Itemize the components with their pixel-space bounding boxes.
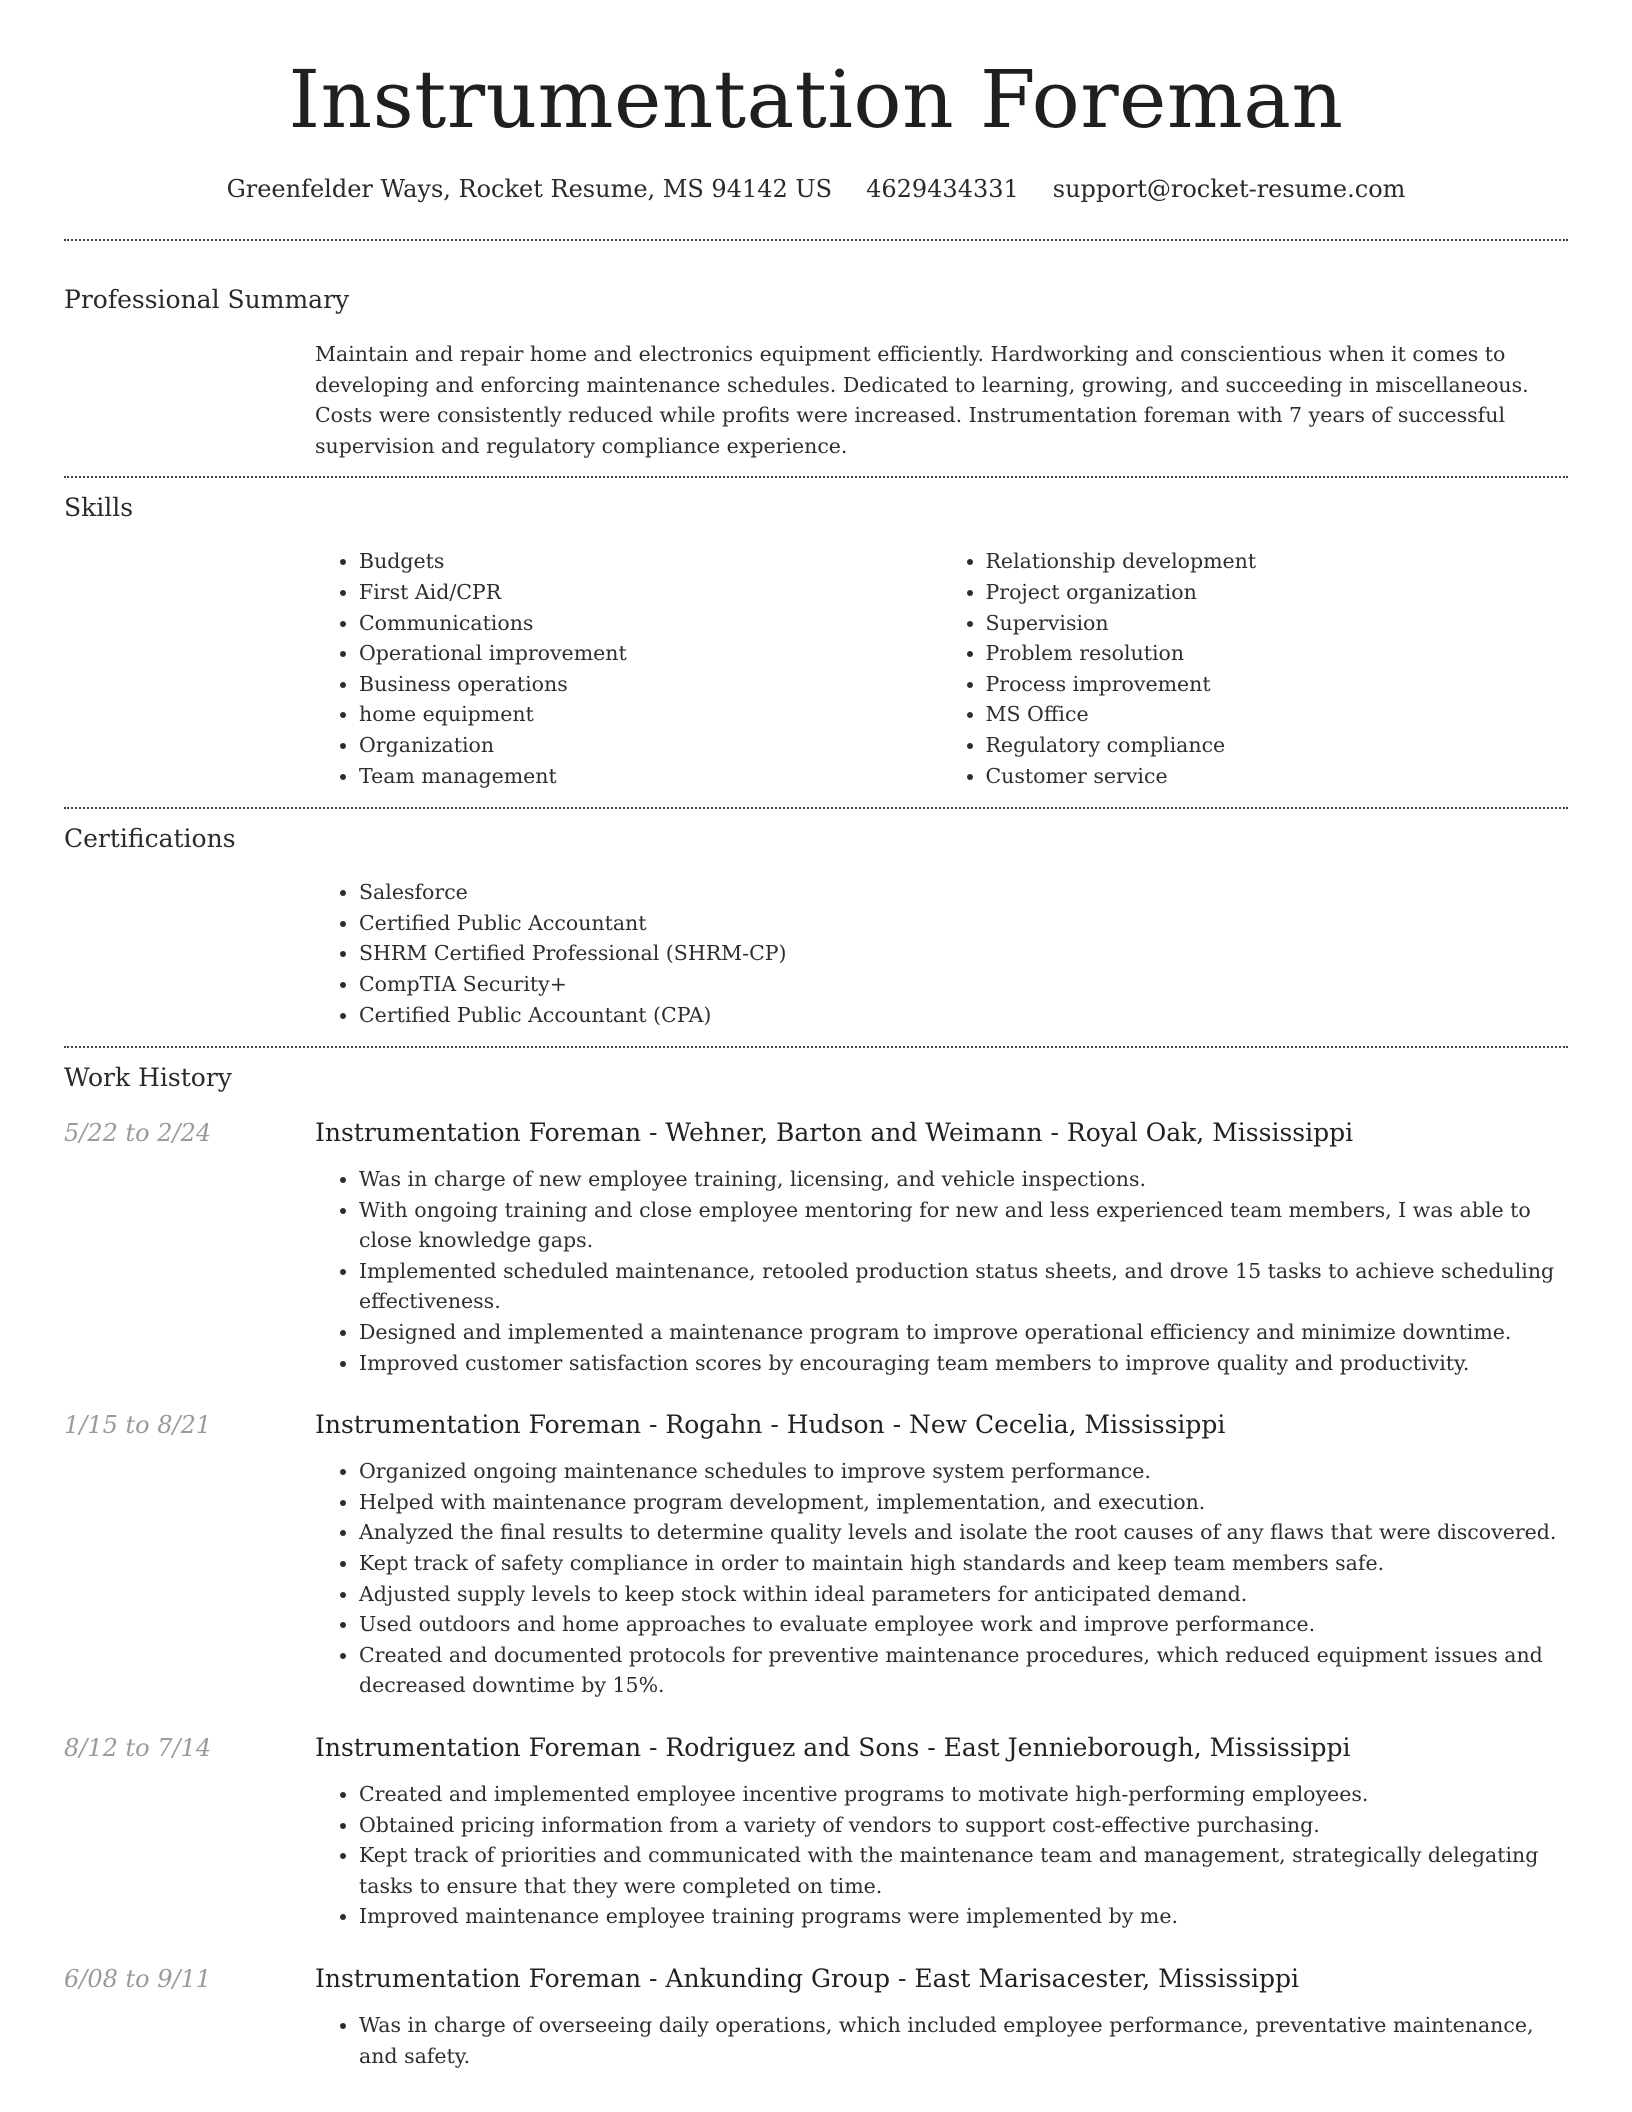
job-entry [64, 1116, 1568, 1378]
certification-item: • SHRM Certified Professional (SHRM-CP) [359, 938, 1568, 969]
section-divider [64, 807, 1568, 809]
job-dates: 5/22 to 2/24 [64, 1119, 212, 1148]
skill-item: • Communications [359, 608, 942, 639]
skill-item: • Customer service [986, 761, 1569, 792]
skill-item: • Operational improvement [359, 638, 942, 669]
contact-line [64, 172, 1568, 206]
section-title-skills: Skills [64, 493, 134, 523]
certifications-section [64, 821, 1568, 1030]
job-title: Instrumentation Foreman - Wehner, Barton and Weimann - Royal Oak, Mississippi [315, 1118, 1354, 1148]
candidate-name: Instrumentation Foreman [288, 53, 1344, 146]
certifications-list [315, 877, 1568, 1030]
section-title-certifications: Certifications [64, 824, 236, 854]
resume-page [64, 0, 1568, 2071]
job-bullet: • Was in charge of overseeing daily operations, which included employee performance, preventative maintenance, and safety. [359, 2010, 1568, 2071]
job-dates: 8/12 to 7/14 [64, 1734, 212, 1762]
job-title: Instrumentation Foreman - Rogahn - Hudson - New Cecelia, Mississippi [315, 1410, 1226, 1440]
skill-item: • First Aid/CPR [359, 577, 942, 608]
certification-item: • Salesforce [359, 877, 1568, 908]
certification-item: • Certified Public Accountant [359, 908, 1568, 939]
skill-item: • Relationship development [986, 546, 1569, 577]
job-header [64, 1116, 1568, 1150]
resume-header [64, 0, 1568, 206]
job-bullet: • Kept track of safety compliance in order to maintain high standards and keep team members safe. [359, 1548, 1568, 1579]
job-bullet: • Helped with maintenance program development, implementation, and execution. [359, 1487, 1568, 1518]
section-divider [64, 476, 1568, 478]
job-entry [64, 1962, 1568, 2071]
skill-item: • Organization [359, 730, 942, 761]
summary-text: Maintain and repair home and electronics equipment efficiently. Hardworking and conscientious when it comes to developing and enforcing maintenance schedules. Dedicated to learning, growing, and succeeding in miscellaneous. Costs were consistently reduced while profits were increased. Instrumentation foreman with 7 years of successful supervision and regulatory compliance experience. [315, 342, 1529, 458]
certifications-body [315, 877, 1568, 1030]
job-bullet: • Improved maintenance employee training programs were implemented by me. [359, 1901, 1568, 1932]
skill-item: • Problem resolution [986, 638, 1569, 669]
job-bullet: • Obtained pricing information from a variety of vendors to support cost-effective purchasing. [359, 1810, 1568, 1841]
skills-grid [315, 546, 1568, 791]
skill-item: • Process improvement [986, 669, 1569, 700]
job-dates: 1/15 to 8/21 [64, 1411, 212, 1440]
professional-summary-section [64, 282, 1568, 461]
job-bullet: • Adjusted supply levels to keep stock within ideal parameters for anticipated demand. [359, 1579, 1568, 1610]
job-entry [64, 1408, 1568, 1701]
section-title-work-history: Work History [64, 1063, 232, 1093]
job-header [64, 1731, 1568, 1765]
section-divider [64, 239, 1568, 241]
job-title: Instrumentation Foreman - Rodriguez and Sons - East Jennieborough, Mississippi [315, 1733, 1351, 1762]
job-bullet: • With ongoing training and close employee mentoring for new and less experienced team members, I was able to close knowledge gaps. [359, 1195, 1568, 1256]
skills-list-left [315, 546, 942, 791]
job-bullet: • Was in charge of new employee training, licensing, and vehicle inspections. [359, 1164, 1568, 1195]
job-header [64, 1408, 1568, 1442]
skill-item: • Project organization [986, 577, 1569, 608]
skills-list-right [942, 546, 1569, 791]
address: Greenfelder Ways, Rocket Resume, MS 94142 US [226, 175, 833, 203]
skill-item: • MS Office [986, 699, 1569, 730]
certification-item: • CompTIA Security+ [359, 969, 1568, 1000]
skill-item: • Team management [359, 761, 942, 792]
job-bullet: • Used outdoors and home approaches to evaluate employee work and improve performance. [359, 1609, 1568, 1640]
job-bullet: • Implemented scheduled maintenance, retooled production status sheets, and drove 15 tasks to achieve scheduling effectiveness. [359, 1256, 1568, 1317]
skills-section [64, 490, 1568, 791]
job-bullet: • Kept track of priorities and communicated with the maintenance team and management, strategically delegating tasks to ensure that they were completed on time. [359, 1840, 1568, 1901]
job-bullet: • Created and documented protocols for preventive maintenance procedures, which reduced equipment issues and decreased downtime by 15%. [359, 1640, 1568, 1701]
skill-item: • Business operations [359, 669, 942, 700]
job-bullets [315, 1456, 1568, 1701]
job-bullet: • Organized ongoing maintenance schedules to improve system performance. [359, 1456, 1568, 1487]
job-bullets [315, 1779, 1568, 1932]
job-dates: 6/08 to 9/11 [64, 1964, 212, 1993]
skill-item: • Supervision [986, 608, 1569, 639]
email: support@rocket-resume.com [1052, 175, 1406, 203]
skill-item: • home equipment [359, 699, 942, 730]
job-bullet: • Created and implemented employee incentive programs to motivate high-performing employees. [359, 1779, 1568, 1810]
section-divider [64, 1046, 1568, 1048]
skill-item: • Regulatory compliance [986, 730, 1569, 761]
phone: 4629434331 [866, 175, 1019, 203]
certification-item: • Certified Public Accountant (CPA) [359, 1000, 1568, 1031]
job-bullet: • Analyzed the final results to determine quality levels and isolate the root causes of any flaws that were discovered. [359, 1517, 1568, 1548]
skill-item: • Budgets [359, 546, 942, 577]
job-title: Instrumentation Foreman - Ankunding Group - East Marisacester, Mississippi [315, 1963, 1300, 1993]
job-bullet: • Designed and implemented a maintenance program to improve operational efficiency and minimize downtime. [359, 1317, 1568, 1348]
job-bullets [315, 1164, 1568, 1378]
job-entry [64, 1731, 1568, 1932]
section-title-summary: Professional Summary [64, 285, 350, 314]
job-bullet: • Improved customer satisfaction scores by encouraging team members to improve quality and productivity. [359, 1348, 1568, 1379]
work-history-section [64, 1060, 1568, 2071]
job-bullets [315, 2010, 1568, 2071]
job-header [64, 1962, 1568, 1996]
